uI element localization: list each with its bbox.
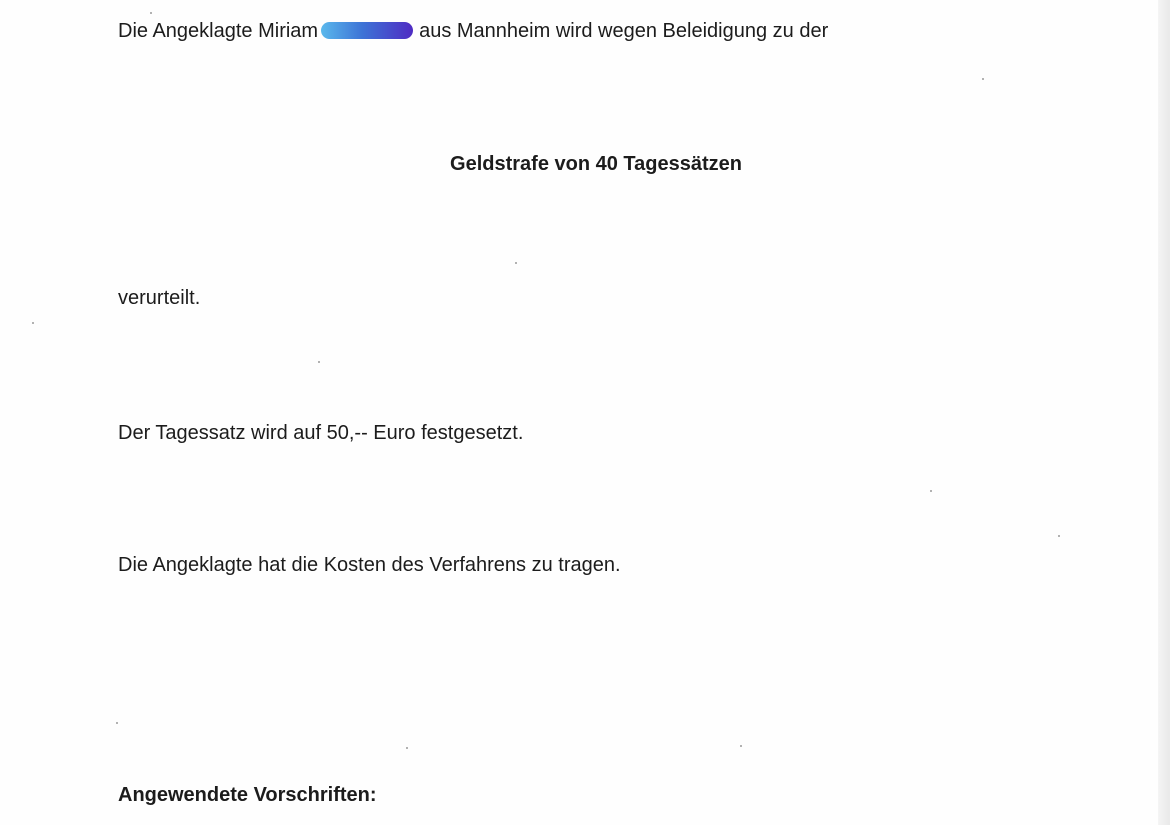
applied-provisions-heading: Angewendete Vorschriften: bbox=[118, 784, 377, 806]
scan-speck bbox=[982, 78, 984, 80]
verdict-sentence-end: aus Mannheim wird wegen Beleidigung zu der bbox=[419, 20, 829, 42]
verdict-sentence bbox=[118, 19, 828, 43]
scan-speck bbox=[1058, 535, 1060, 537]
scan-speck bbox=[116, 722, 118, 724]
name-redaction-mark bbox=[321, 22, 413, 39]
verdict-sentence-start: Die Angeklagte Miriam bbox=[118, 20, 319, 42]
penalty-heading: Geldstrafe von 40 Tagessätzen bbox=[450, 153, 742, 175]
scan-speck bbox=[515, 262, 517, 264]
scan-speck bbox=[740, 745, 742, 747]
daily-rate-statement: Der Tagessatz wird auf 50,-- Euro festgesetzt. bbox=[118, 422, 524, 444]
page-edge-shadow bbox=[1158, 0, 1170, 825]
scan-speck bbox=[32, 322, 34, 324]
scan-speck bbox=[406, 747, 408, 749]
scan-speck bbox=[930, 490, 932, 492]
verdict-conclusion: verurteilt. bbox=[118, 287, 201, 309]
scan-speck bbox=[318, 361, 320, 363]
scan-speck bbox=[150, 12, 152, 14]
costs-statement: Die Angeklagte hat die Kosten des Verfahrens zu tragen. bbox=[118, 554, 621, 576]
